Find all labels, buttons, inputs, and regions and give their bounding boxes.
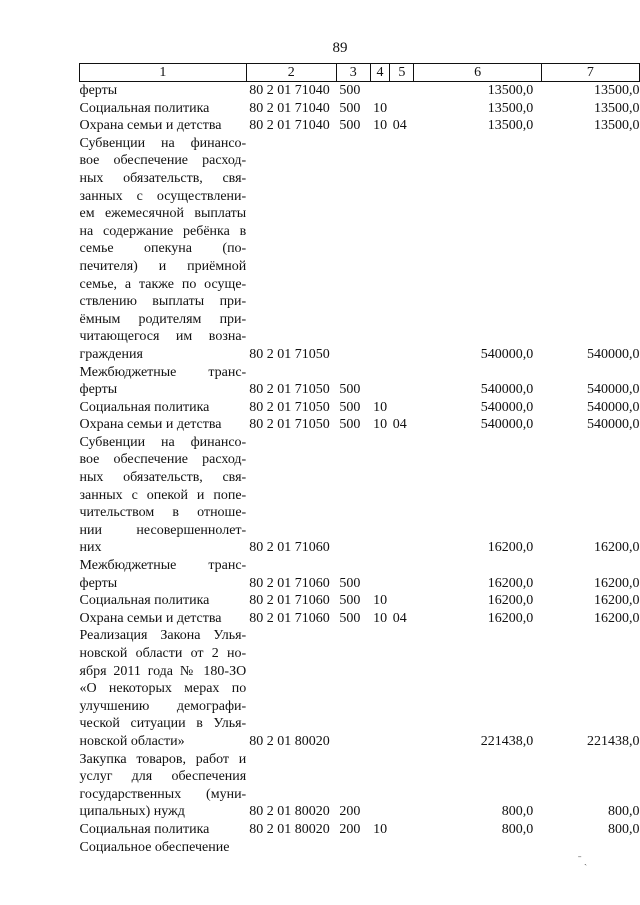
row-amount-7: 16200,0: [594, 540, 640, 556]
row-code: 80 2 01 71060: [249, 610, 330, 626]
row-col-3: 200: [339, 804, 361, 820]
row-code: 80 2 01 71040: [249, 83, 330, 98]
row-amount-6: 540000,0: [480, 417, 534, 433]
table-row: [80, 557, 640, 592]
row-code: 80 2 01 71040: [249, 118, 330, 134]
description-line: новской области от 2 но-: [79, 646, 247, 661]
row-description: [80, 821, 247, 839]
description-line: чительством в отноше-: [79, 505, 247, 521]
row-code: 80 2 01 80020: [249, 733, 330, 749]
row-col-5: 04: [392, 610, 407, 626]
description-line: улучшению демографи-: [79, 698, 247, 714]
row-col-4: [370, 364, 390, 399]
row-col-5: [390, 557, 414, 592]
description-line: новской области»: [79, 733, 185, 749]
description-line: Субвенции на финансо-: [79, 434, 247, 450]
row-amount-7: 540000,0: [587, 417, 640, 433]
row-amount-7: [541, 839, 639, 857]
row-col-5: [390, 399, 414, 417]
row-col-4: 10: [373, 821, 388, 837]
header-col-4: 4: [370, 64, 390, 82]
description-line: Охрана семьи и детства: [79, 417, 222, 433]
row-code: 80 2 01 80020: [249, 804, 330, 820]
row-col-4: 10: [373, 100, 388, 116]
row-code: 80 2 01 71050: [249, 382, 330, 398]
row-amount-7: 800,0: [608, 821, 640, 837]
row-col-5: [390, 627, 414, 750]
description-line: занных с опекой и попе-: [79, 487, 247, 503]
table-row: [80, 610, 640, 628]
table-row: [80, 364, 640, 399]
row-code: 80 2 01 71060: [249, 575, 330, 591]
row-description: [80, 839, 247, 857]
header-col-3: 3: [336, 64, 370, 82]
row-amount-6: 13500,0: [487, 100, 534, 116]
row-amount-6: 13500,0: [487, 118, 534, 134]
row-col-3: [336, 434, 370, 557]
row-description: [80, 751, 247, 821]
table-row: [80, 821, 640, 839]
header-col-7: 7: [541, 64, 639, 82]
row-description: [80, 82, 247, 100]
description-line: Охрана семьи и детства: [79, 118, 222, 134]
row-description: [80, 117, 247, 135]
table-row: [80, 416, 640, 434]
row-amount-6: 540000,0: [480, 346, 534, 362]
table-row: [80, 592, 640, 610]
row-col-3: 500: [339, 382, 361, 398]
description-line: ёмным родителям при-: [79, 311, 247, 327]
row-col-4: 10: [373, 593, 388, 609]
description-line: нии несовершеннолет-: [79, 522, 247, 538]
description-line: занных с осуществлени-: [79, 188, 247, 204]
description-line: Охрана семьи и детства: [79, 610, 222, 626]
table-row: [80, 117, 640, 135]
description-line: ферты: [79, 83, 118, 98]
row-col-3: 500: [339, 610, 361, 626]
row-col-4: [370, 82, 390, 100]
header-col-1: 1: [80, 64, 247, 82]
row-amount-6: 540000,0: [480, 382, 534, 398]
row-col-4: [370, 839, 390, 857]
row-col-3: 200: [339, 821, 361, 837]
description-line: Социальная политика: [79, 100, 210, 116]
row-col-4: 10: [373, 118, 388, 134]
description-line: граждения: [79, 346, 143, 362]
row-amount-6: [414, 839, 541, 857]
row-col-5: [390, 364, 414, 399]
description-line: вое обеспечение расход-: [79, 452, 247, 468]
row-col-5: [390, 592, 414, 610]
row-col-4: [370, 751, 390, 821]
row-col-3: 500: [339, 593, 361, 609]
row-col-3: [336, 627, 370, 750]
row-amount-7: 540000,0: [587, 399, 640, 415]
row-code: 80 2 01 71050: [249, 417, 330, 433]
row-amount-6: 800,0: [501, 821, 534, 837]
table-row: [80, 82, 640, 100]
description-line: семье опекуна (по-: [79, 241, 247, 257]
description-line: государственных (муни-: [79, 786, 247, 802]
row-description: [80, 416, 247, 434]
description-line: семье, а также по осуще-: [79, 276, 247, 292]
header-col-5: 5: [390, 64, 414, 82]
table-row: [80, 751, 640, 821]
row-col-5: 04: [392, 118, 407, 134]
row-code: 80 2 01 71050: [249, 346, 330, 362]
row-amount-6: 800,0: [501, 804, 534, 820]
description-line: на содержание ребёнка в: [79, 223, 247, 239]
table-row: [80, 399, 640, 417]
table-body: [80, 82, 640, 857]
description-line: «О некоторых мерах по: [79, 681, 247, 697]
scan-mark: ˉ ˎ: [578, 855, 588, 866]
description-line: ферты: [79, 382, 118, 398]
row-amount-6: 13500,0: [487, 83, 534, 98]
description-line: ческой ситуации в Улья-: [79, 716, 247, 732]
row-amount-6: 16200,0: [487, 593, 534, 609]
row-col-4: 10: [373, 399, 388, 415]
row-col-4: [370, 557, 390, 592]
description-line: ября 2011 года № 180-ЗО: [79, 663, 247, 679]
header-col-6: 6: [414, 64, 541, 82]
row-col-4: [370, 627, 390, 750]
row-amount-6: 221438,0: [480, 733, 534, 749]
row-code: [246, 839, 336, 857]
budget-table: [79, 63, 640, 856]
row-code: 80 2 01 71060: [249, 540, 330, 556]
row-col-3: [336, 839, 370, 857]
row-col-5: [390, 821, 414, 839]
table-header: [80, 64, 640, 82]
table-row: [80, 100, 640, 118]
header-col-2: 2: [246, 64, 336, 82]
row-amount-7: 13500,0: [594, 83, 640, 98]
row-description: [80, 610, 247, 628]
description-line: Социальная политика: [79, 821, 210, 837]
description-line: печителя) и приёмной: [79, 258, 247, 274]
description-line: Социальная политика: [79, 593, 210, 609]
description-line: ных обязательств, свя-: [79, 170, 247, 186]
description-line: них: [79, 540, 102, 556]
description-line: Реализация Закона Улья-: [79, 628, 247, 644]
row-col-3: 500: [339, 100, 361, 116]
row-col-3: 500: [339, 118, 361, 134]
row-amount-7: 540000,0: [587, 346, 640, 362]
row-amount-7: 540000,0: [587, 382, 640, 398]
row-amount-7: 16200,0: [594, 610, 640, 626]
row-amount-7: 221438,0: [587, 733, 640, 749]
row-code: 80 2 01 71040: [249, 100, 330, 116]
row-amount-6: 16200,0: [487, 540, 534, 556]
description-line: ферты: [79, 575, 118, 591]
row-col-3: 500: [339, 575, 361, 591]
row-amount-7: 13500,0: [594, 100, 640, 116]
row-code: 80 2 01 80020: [249, 821, 330, 837]
row-description: [80, 627, 247, 750]
page-number: 89: [332, 40, 348, 56]
row-col-4: 10: [373, 610, 388, 626]
row-description: [80, 557, 247, 592]
table-row: [80, 627, 640, 750]
row-col-4: [370, 135, 390, 364]
row-description: [80, 364, 247, 399]
description-line: ципальных) нужд: [79, 804, 185, 820]
row-col-3: 500: [339, 83, 361, 98]
description-line: читающегося им возна-: [79, 329, 247, 345]
description-line: Социальная политика: [79, 399, 210, 415]
row-amount-7: 16200,0: [594, 575, 640, 591]
row-col-5: 04: [392, 417, 407, 433]
description-line: Социальное обеспечение: [79, 839, 230, 855]
row-description: [80, 592, 247, 610]
row-amount-7: 16200,0: [594, 593, 640, 609]
row-col-5: [390, 100, 414, 118]
row-amount-7: 800,0: [608, 804, 640, 820]
description-line: ем ежемесячной выплаты: [79, 206, 247, 222]
row-amount-6: 16200,0: [487, 575, 534, 591]
row-col-5: [390, 135, 414, 364]
row-description: [80, 100, 247, 118]
description-line: вое обеспечение расход-: [79, 153, 247, 169]
row-amount-6: 16200,0: [487, 610, 534, 626]
row-col-5: [390, 751, 414, 821]
description-line: ствлению выплаты при-: [79, 294, 247, 310]
row-col-3: 500: [339, 417, 361, 433]
row-col-5: [390, 839, 414, 857]
description-line: Межбюджетные транс-: [79, 364, 247, 380]
row-code: 80 2 01 71060: [249, 593, 330, 609]
description-line: Закупка товаров, работ и: [79, 751, 247, 767]
row-amount-7: 13500,0: [594, 118, 640, 134]
row-col-5: [390, 434, 414, 557]
description-line: услуг для обеспечения: [79, 769, 247, 785]
description-line: ных обязательств, свя-: [79, 470, 247, 486]
row-description: [80, 434, 247, 557]
description-line: Межбюджетные транс-: [79, 558, 247, 574]
row-description: [80, 135, 247, 364]
row-col-4: 10: [373, 417, 388, 433]
row-amount-6: 540000,0: [480, 399, 534, 415]
row-description: [80, 399, 247, 417]
row-col-3: 500: [339, 399, 361, 415]
description-line: Субвенции на финансо-: [79, 135, 247, 151]
table-row: [80, 434, 640, 557]
table-row: [80, 839, 640, 857]
row-col-4: [370, 434, 390, 557]
row-col-5: [390, 82, 414, 100]
row-col-3: [336, 135, 370, 364]
row-code: 80 2 01 71050: [249, 399, 330, 415]
table-row: [80, 135, 640, 364]
